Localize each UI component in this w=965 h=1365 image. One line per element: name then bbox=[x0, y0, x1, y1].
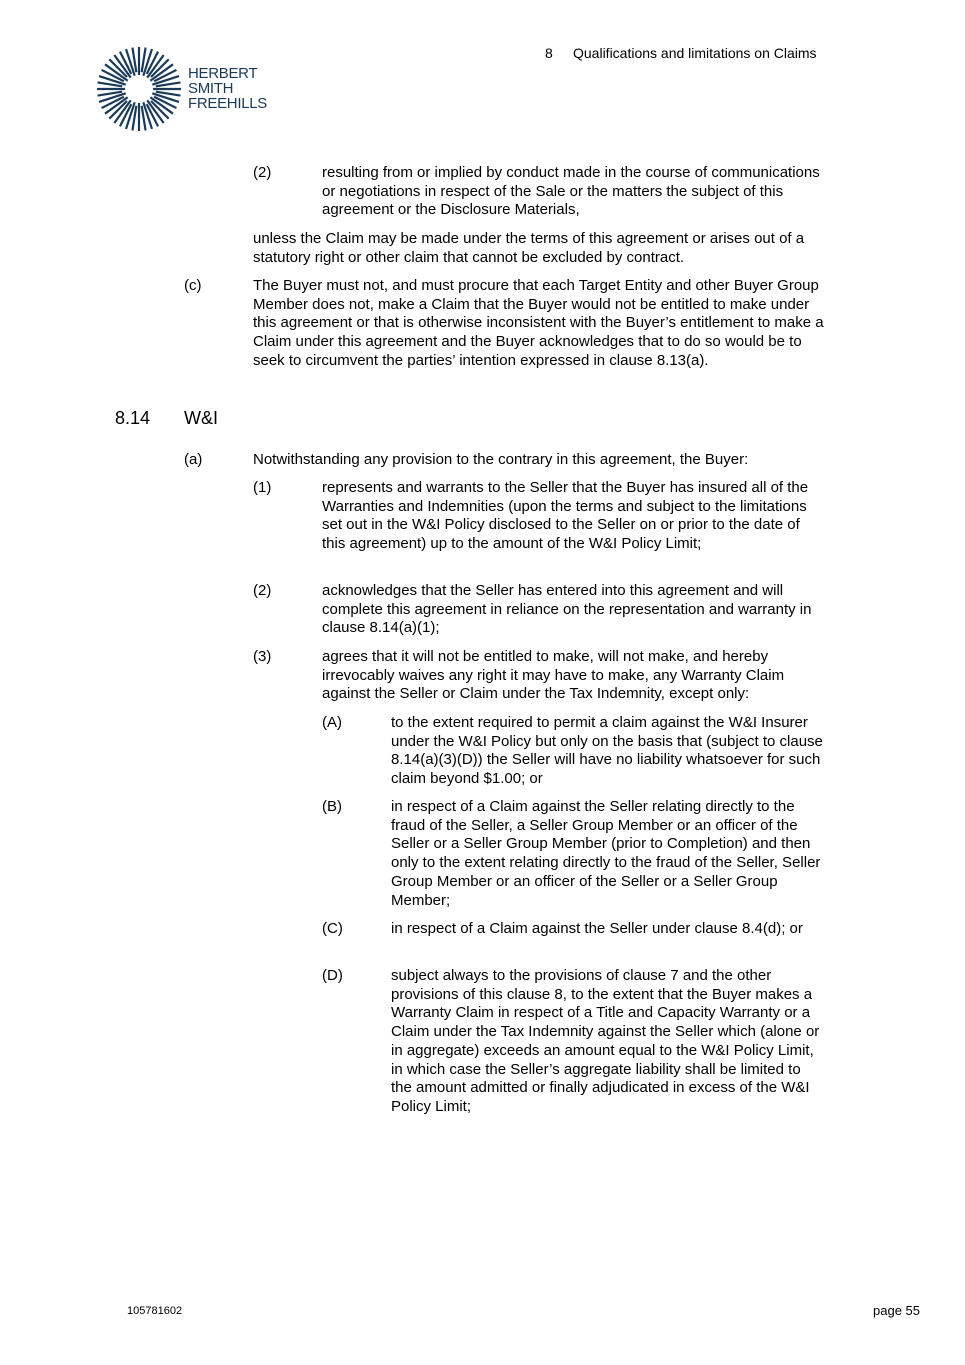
item-text: Notwithstanding any provision to the contrary in this agreement, the Buyer: bbox=[253, 451, 749, 468]
running-header bbox=[545, 45, 817, 61]
item-label: (a) bbox=[184, 451, 203, 468]
item-text: subject always to the provisions of clause 7 and the other provisions of this clause 8, to the extent that the Buyer makes a Warranty Claim in respect of a Title and Capacity Warranty or a Claim under the Tax Indemnity against the Seller which (alone or in aggregate) exceeds an amount equal to the W&I Policy Limit, in which case the Seller’s aggregate liability shall be limited to the amount admitted or finally adjudicated in excess of the W&I Policy Limit; bbox=[391, 967, 820, 1115]
clause-heading-number: 8.14 bbox=[115, 408, 151, 428]
item-label: (D) bbox=[322, 967, 343, 984]
item-text: to the extent required to permit a claim against the W&I Insurer under the W&I Policy but only on the basis that (subject to clause 8.14(a)(3)(D)) the Seller will have no liability whatsoever for such claim beyond $1.00; or bbox=[391, 714, 823, 788]
item-label: (1) bbox=[253, 479, 272, 496]
item-text: agrees that it will not be entitled to make, will not make, and hereby irrevocably waives any right it may have to make, any Warranty Claim against the Seller or Claim under the Tax Indemnity, except only: bbox=[322, 648, 785, 703]
item-label: (3) bbox=[253, 648, 272, 665]
item-text: The Buyer must not, and must procure that each Target Entity and other Buyer Group Member does not, make a Claim that the Buyer would not be entitled to make under this agreement or that is otherwise inconsistent with the Buyer’s entitlement to make a Claim under this agreement and the Buyer acknowledges that to do so would be to seek to circumvent the parties’ intention expressed in clause 8.13(a). bbox=[253, 277, 824, 369]
header-section-title: Qualifications and limitations on Claims bbox=[573, 45, 817, 61]
logo-line-2: SMITH bbox=[188, 80, 234, 97]
footer-document-id: 105781602 bbox=[127, 1305, 183, 1317]
item-label: (2) bbox=[253, 164, 272, 181]
logo-wordmark bbox=[188, 66, 288, 111]
item-text: in respect of a Claim against the Seller relating directly to the fraud of the Seller, a Seller Group Member or an officer of the Seller or a Seller Group Member (prior to Completion) and then only to the extent relating directly to the fraud of the Seller, Seller Group Member or an officer of the Seller or a Seller Group Member; bbox=[391, 798, 821, 909]
item-label: (c) bbox=[184, 277, 202, 294]
sunburst-logo-icon bbox=[96, 46, 182, 132]
item-text: in respect of a Claim against the Seller under clause 8.4(d); or bbox=[391, 920, 803, 937]
item-label: (A) bbox=[322, 714, 342, 731]
footer-page-number: page 55 bbox=[873, 1303, 920, 1318]
logo-line-1: HERBERT bbox=[188, 65, 258, 82]
item-text: resulting from or implied by conduct made in the course of communications or negotiations in respect of the Sale or the matters the subject of this agreement or the Disclosure Materials, bbox=[322, 164, 820, 219]
firm-logo bbox=[96, 46, 286, 136]
item-text: represents and warrants to the Seller that the Buyer has insured all of the Warranties and Indemnities (upon the terms and subject to the limitations set out in the W&I Policy disclosed to the Seller on or prior to the date of this agreement) up to the amount of the W&I Policy Limit; bbox=[322, 479, 809, 553]
item-label: (B) bbox=[322, 798, 342, 815]
logo-line-3: FREEHILLS bbox=[188, 95, 267, 112]
item-label: (C) bbox=[322, 920, 343, 937]
item-label: (2) bbox=[253, 582, 272, 599]
header-section-number: 8 bbox=[545, 45, 553, 61]
continuation-paragraph: unless the Claim may be made under the terms of this agreement or arises out of a statutory right or other claim that cannot be excluded by contract. bbox=[253, 230, 805, 266]
item-text: acknowledges that the Seller has entered into this agreement and will complete this agreement in reliance on the representation and warranty in clause 8.14(a)(1); bbox=[322, 582, 812, 637]
clause-heading-title: W&I bbox=[184, 408, 218, 428]
